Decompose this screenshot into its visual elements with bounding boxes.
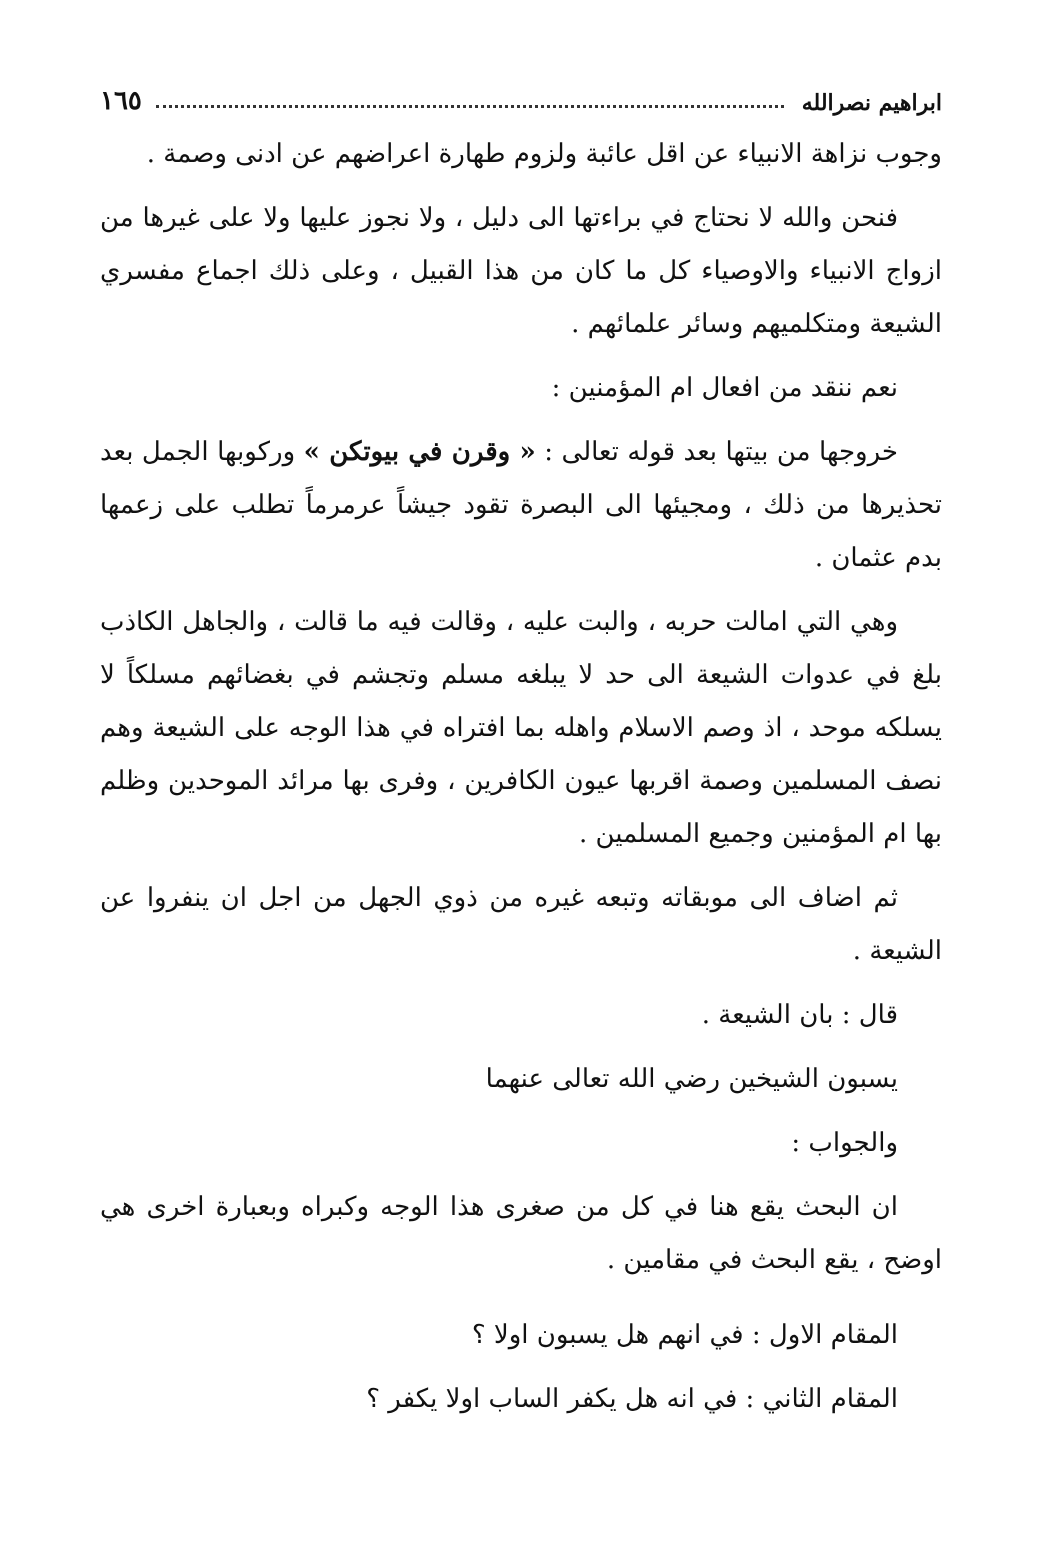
- dot-leader: [156, 105, 784, 108]
- paragraph: نعم ننقد من افعال ام المؤمنين :: [551, 373, 898, 403]
- paragraph-continuation: وجوب نزاهة الانبياء عن اقل عائبة ولزوم طهارة اعراضهم عن ادنى وصمة .: [146, 139, 942, 169]
- paragraph-with-quote: [100, 426, 942, 585]
- running-head-author: ابراهيم نصرالله: [801, 90, 942, 116]
- paragraph: يسبون الشيخين رضي الله تعالى عنهما: [485, 1064, 898, 1094]
- paragraph: قال : بان الشيعة .: [701, 1000, 898, 1030]
- paragraph: وهي التي امالت حربه ، والبت عليه ، وقالت فيه ما قالت ، والجاهل الكاذب بلغ في عدوات الشيعة الى حد لا يبلغه مسلم وتجشم في بغضائهم مسلكاً لا يسلكه موحد ، اذ وصم الاسلام واهله بما افتراه في هذا الوجه على الشيعة وهم نصف المسلمين وصمة اقربها عيون الكافرين ، وفرى بها مرائد الموحدين وظلم بها ام المؤمنين وجميع المسلمين .: [100, 607, 942, 849]
- paragraph-text: خروجها من بيتها بعد قوله تعالى :: [535, 437, 898, 467]
- running-head: [100, 82, 942, 116]
- paragraph: فنحن والله لا نحتاج في براءتها الى دليل ، ولا نجوز عليها ولا على غيرها من ازواج الانبياء والاوصياء كل ما كان من هذا القبيل ، وعلى ذلك اجماع مفسري الشيعة ومتكلميهم وسائر علمائهم .: [100, 203, 942, 339]
- paragraph-text: وركوبها الجمل بعد تحذيرها من ذلك ، ومجيئها الى البصرة تقود جيشاً عرمرماً تطلب على زعمها بدم عثمان .: [100, 437, 942, 573]
- paragraph: ثم اضاف الى موبقاته وتبعه غيره من ذوي الجهل من اجل ان ينفروا عن الشيعة .: [100, 883, 942, 966]
- paragraph: المقام الاول : في انهم هل يسبون اولا ؟: [471, 1320, 898, 1350]
- quran-quote: « وقرن في بيوتكن »: [303, 437, 536, 467]
- paragraph: ان البحث يقع هنا في كل من صغرى هذا الوجه وكبراه وبعبارة اخرى هي اوضح ، يقع البحث في مقامين .: [100, 1192, 942, 1275]
- paragraph: المقام الثاني : في انه هل يكفر الساب اولا يكفر ؟: [366, 1384, 898, 1414]
- paragraph: والجواب :: [791, 1128, 898, 1158]
- page-number: ١٦٥: [100, 86, 142, 116]
- body-text: [100, 128, 942, 1437]
